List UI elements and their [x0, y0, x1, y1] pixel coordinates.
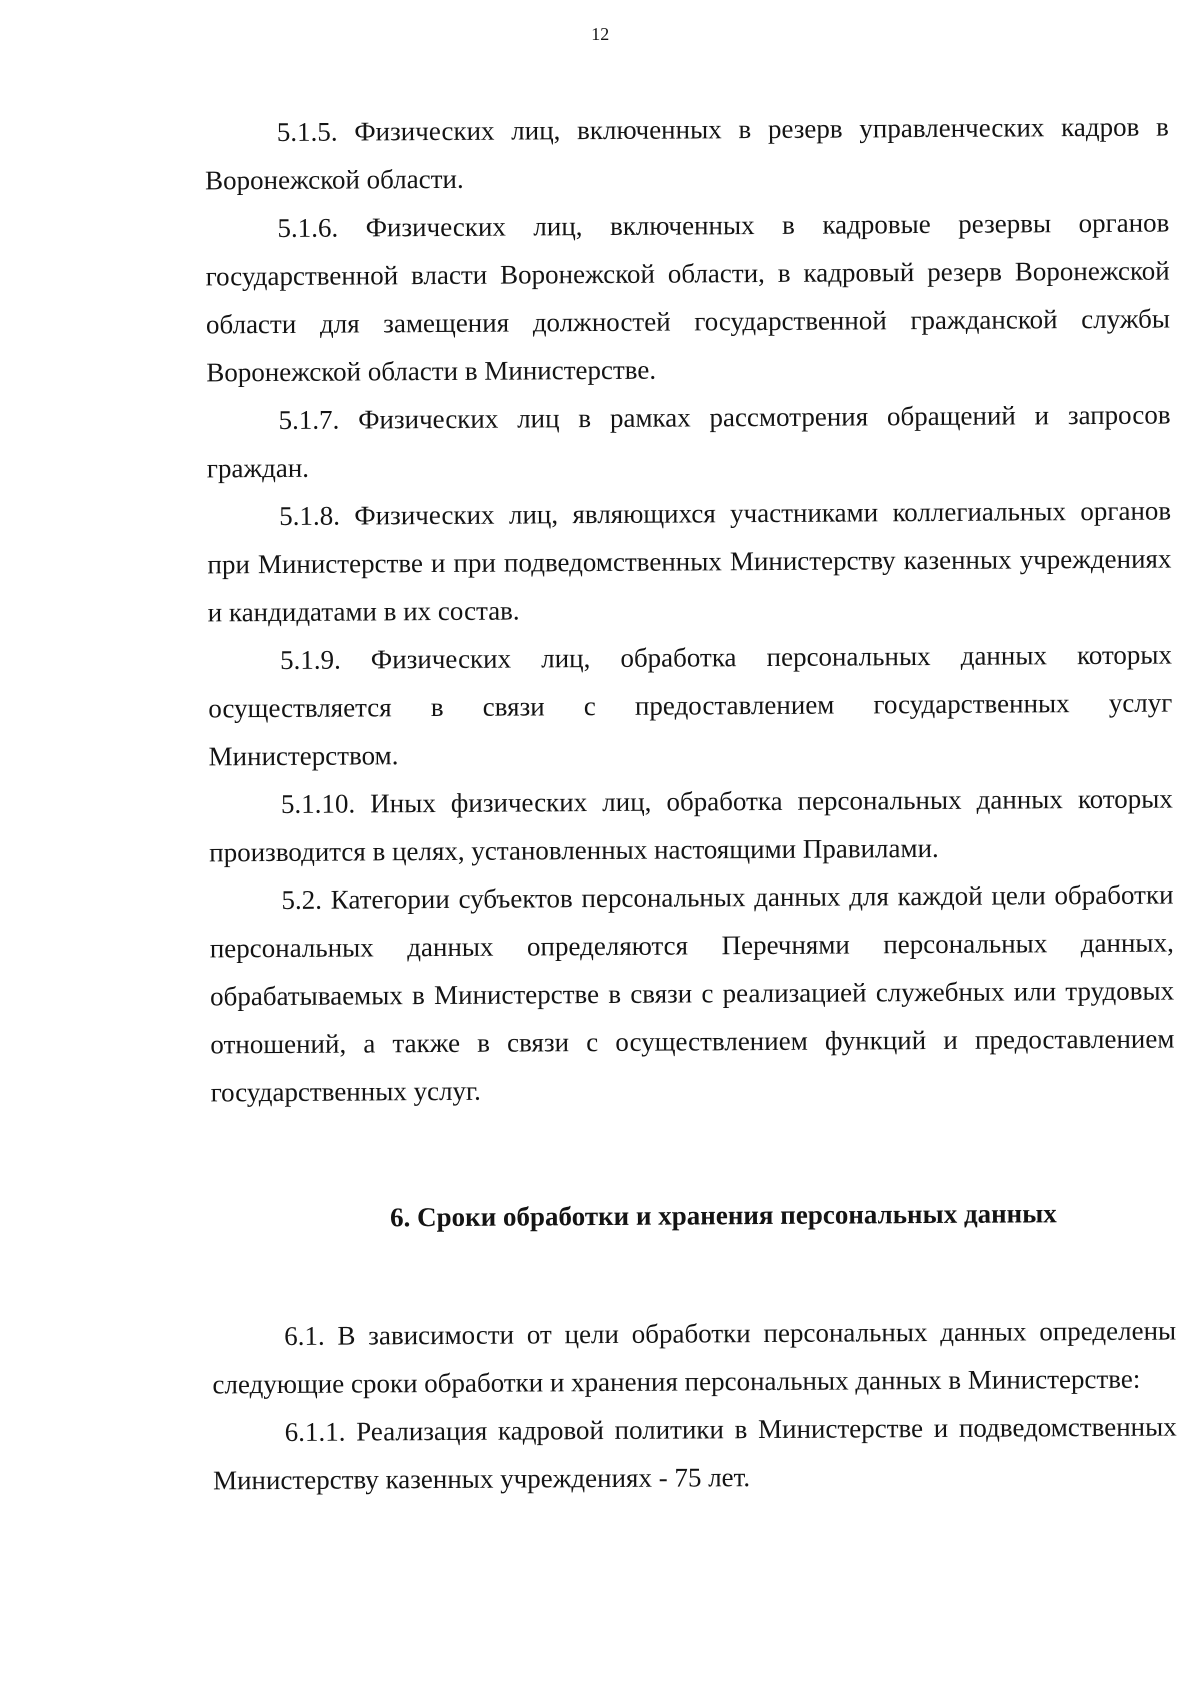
paragraph-5-1-10: 5.1.10. Иных физических лиц, обработка персональных данных которых производится в целях, установленных настоящими Правилами. [209, 783, 1173, 868]
document-body [205, 103, 1178, 1505]
paragraph-5-1-9: 5.1.9. Физических лиц, обработка персональных данных которых осуществляется в связи с предоставлением государственных услуг Министерством. [208, 639, 1173, 772]
paragraph-5-1-5: 5.1.5. Физических лиц, включенных в резерв управленческих кадров в Воронежской области. [205, 111, 1169, 196]
paragraph-5-1-6: 5.1.6. Физических лиц, включенных в кадровые резервы органов государственной власти Воронежской области, в кадровый резерв Воронежской области для замещения должностей государственной гражданской службы Воронежской области в Министерстве. [205, 207, 1171, 388]
page-number: 12 [591, 23, 610, 45]
section-heading: 6. Сроки обработки и хранения персональных данных [390, 1198, 1057, 1233]
paragraph-6-1: 6.1. В зависимости от цели обработки персональных данных определены следующие сроки обработки и хранения персональных данных в Министерстве: [212, 1315, 1177, 1400]
paragraph-6-1-1: 6.1.1. Реализация кадровой политики в Министерстве и подведомственных Министерству казенных учреждениях - 75 лет. [212, 1411, 1177, 1496]
paragraph-5-1-7: 5.1.7. Физических лиц в рамках рассмотрения обращений и запросов граждан. [206, 399, 1171, 484]
paragraph-5-2: 5.2. Категории субъектов персональных данных для каждой цели обработки персональных данных определяются Перечнями персональных данных, обрабатываемых в Министерстве в связи с реализацией служебных или трудовых отношений, а также в связи с осуществлением функций и предоставлением государственных услуг. [209, 879, 1175, 1108]
paragraph-5-1-8: 5.1.8. Физических лиц, являющихся участниками коллегиальных органов при Министерстве и при подведомственных Министерству казенных учреждениях и кандидатами в их состав. [207, 495, 1172, 628]
